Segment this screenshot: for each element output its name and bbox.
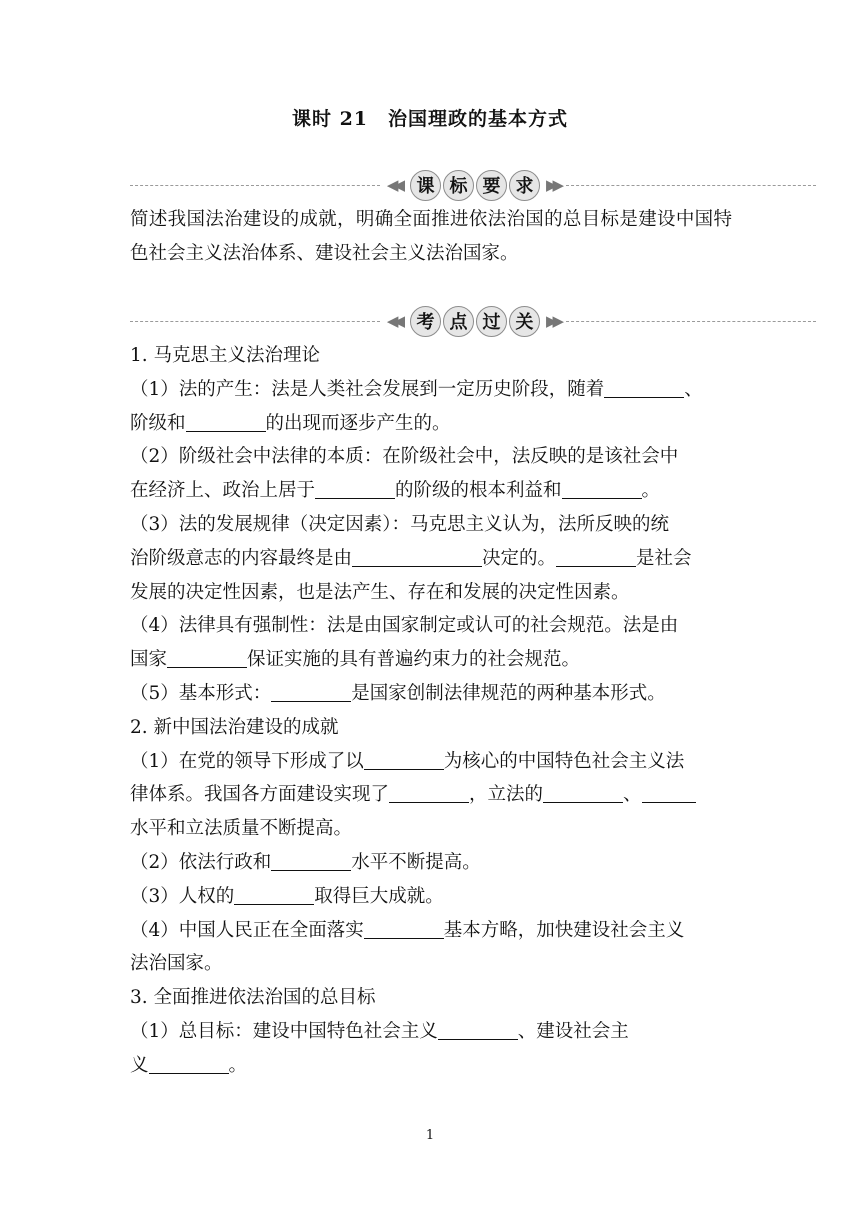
text-line: 治阶级意志的内容最终是由 决定的。 是社会	[130, 542, 740, 576]
text-line: 发展的决定性因素，也是法产生、存在和发展的决定性因素。	[130, 581, 630, 603]
fill-blank[interactable]	[271, 681, 351, 702]
fill-blank[interactable]	[604, 376, 684, 397]
banner-char: 求	[509, 170, 540, 201]
section-heading: 3. 全面推进依法治国的总目标	[130, 987, 376, 1009]
banner-divider-right	[566, 185, 816, 186]
fill-blank[interactable]	[149, 1052, 229, 1073]
fill-blank[interactable]	[556, 545, 636, 566]
text-line: （4）法律具有强制性：法是由国家制定或认可的社会规范。法是由	[130, 615, 679, 637]
fill-blank[interactable]	[642, 782, 696, 803]
banner-char: 点	[443, 306, 474, 337]
banner-char: 标	[443, 170, 474, 201]
fill-blank[interactable]	[543, 782, 623, 803]
fill-blank[interactable]	[364, 748, 444, 769]
text-line: 国家 保证实施的具有普遍约束力的社会规范。	[130, 643, 740, 677]
fill-blank[interactable]	[167, 647, 247, 668]
text-line: 在经济上、政治上居于 的阶级的根本利益和 。	[130, 474, 740, 508]
fill-blank[interactable]	[562, 478, 642, 499]
requirement-text: 简述我国法治建设的成就，明确全面推进依法治国的总目标是建设中国特色社会主义法治体系、建设社会主义法治国家。	[130, 209, 732, 264]
banner-char: 考	[410, 306, 441, 337]
banner-char: 要	[476, 170, 507, 201]
section-heading: 2. 新中国法治建设的成就	[130, 716, 339, 738]
text-line: （1）法的产生：法是人类社会发展到一定历史阶段，随着 、	[130, 373, 740, 407]
text-line: 水平和立法质量不断提高。	[130, 818, 353, 840]
text-line: （3）人权的 取得巨大成就。	[130, 880, 740, 914]
text-line: （2）阶级社会中法律的本质：在阶级社会中，法反映的是该社会中	[130, 446, 679, 468]
section-banner-requirements	[130, 167, 816, 203]
key-points-content	[130, 339, 740, 1083]
fill-blank[interactable]	[186, 410, 266, 431]
fill-blank[interactable]	[352, 545, 482, 566]
text-line: （3）法的发展规律（决定因素）：马克思主义认为，法所反映的统	[130, 513, 670, 535]
text-line: （1）在党的领导下形成了以 为核心的中国特色社会主义法	[130, 745, 740, 779]
fill-blank[interactable]	[234, 883, 314, 904]
banner-divider-left	[130, 185, 380, 186]
text-line: （4）中国人民正在全面落实 基本方略，加快建设社会主义	[130, 914, 740, 948]
page-title: 课时 21 治国理政的基本方式	[291, 108, 569, 130]
text-line: 律体系。我国各方面建设实现了 ，立法的 、	[130, 778, 740, 812]
double-chevron-right-icon: ▶▶	[546, 311, 560, 330]
text-line: （5）基本形式： 是国家创制法律规范的两种基本形式。	[130, 677, 740, 711]
fill-blank[interactable]	[271, 850, 351, 871]
text-line: （2）依法行政和 水平不断提高。	[130, 846, 740, 880]
fill-blank[interactable]	[389, 782, 469, 803]
page-number: 1	[425, 1128, 435, 1143]
fill-blank[interactable]	[315, 478, 395, 499]
text-line: 法治国家。	[130, 953, 223, 975]
fill-blank[interactable]	[364, 917, 444, 938]
section-banner-key-points	[130, 303, 816, 339]
double-chevron-left-icon: ◀◀	[386, 311, 400, 330]
text-line: （1）总目标：建设中国特色社会主义 、建设社会主	[130, 1015, 740, 1049]
banner-divider-right	[566, 321, 816, 322]
text-line: 阶级和 的出现而逐步产生的。	[130, 407, 740, 441]
text-line: 义 。	[130, 1049, 740, 1083]
banner-char: 课	[410, 170, 441, 201]
banner-char: 过	[476, 306, 507, 337]
banner-char: 关	[509, 306, 540, 337]
section-heading: 1. 马克思主义法治理论	[130, 345, 321, 366]
double-chevron-right-icon: ▶▶	[546, 175, 560, 194]
fill-blank[interactable]	[438, 1019, 518, 1040]
banner-divider-left	[130, 321, 380, 322]
double-chevron-left-icon: ◀◀	[386, 175, 400, 194]
